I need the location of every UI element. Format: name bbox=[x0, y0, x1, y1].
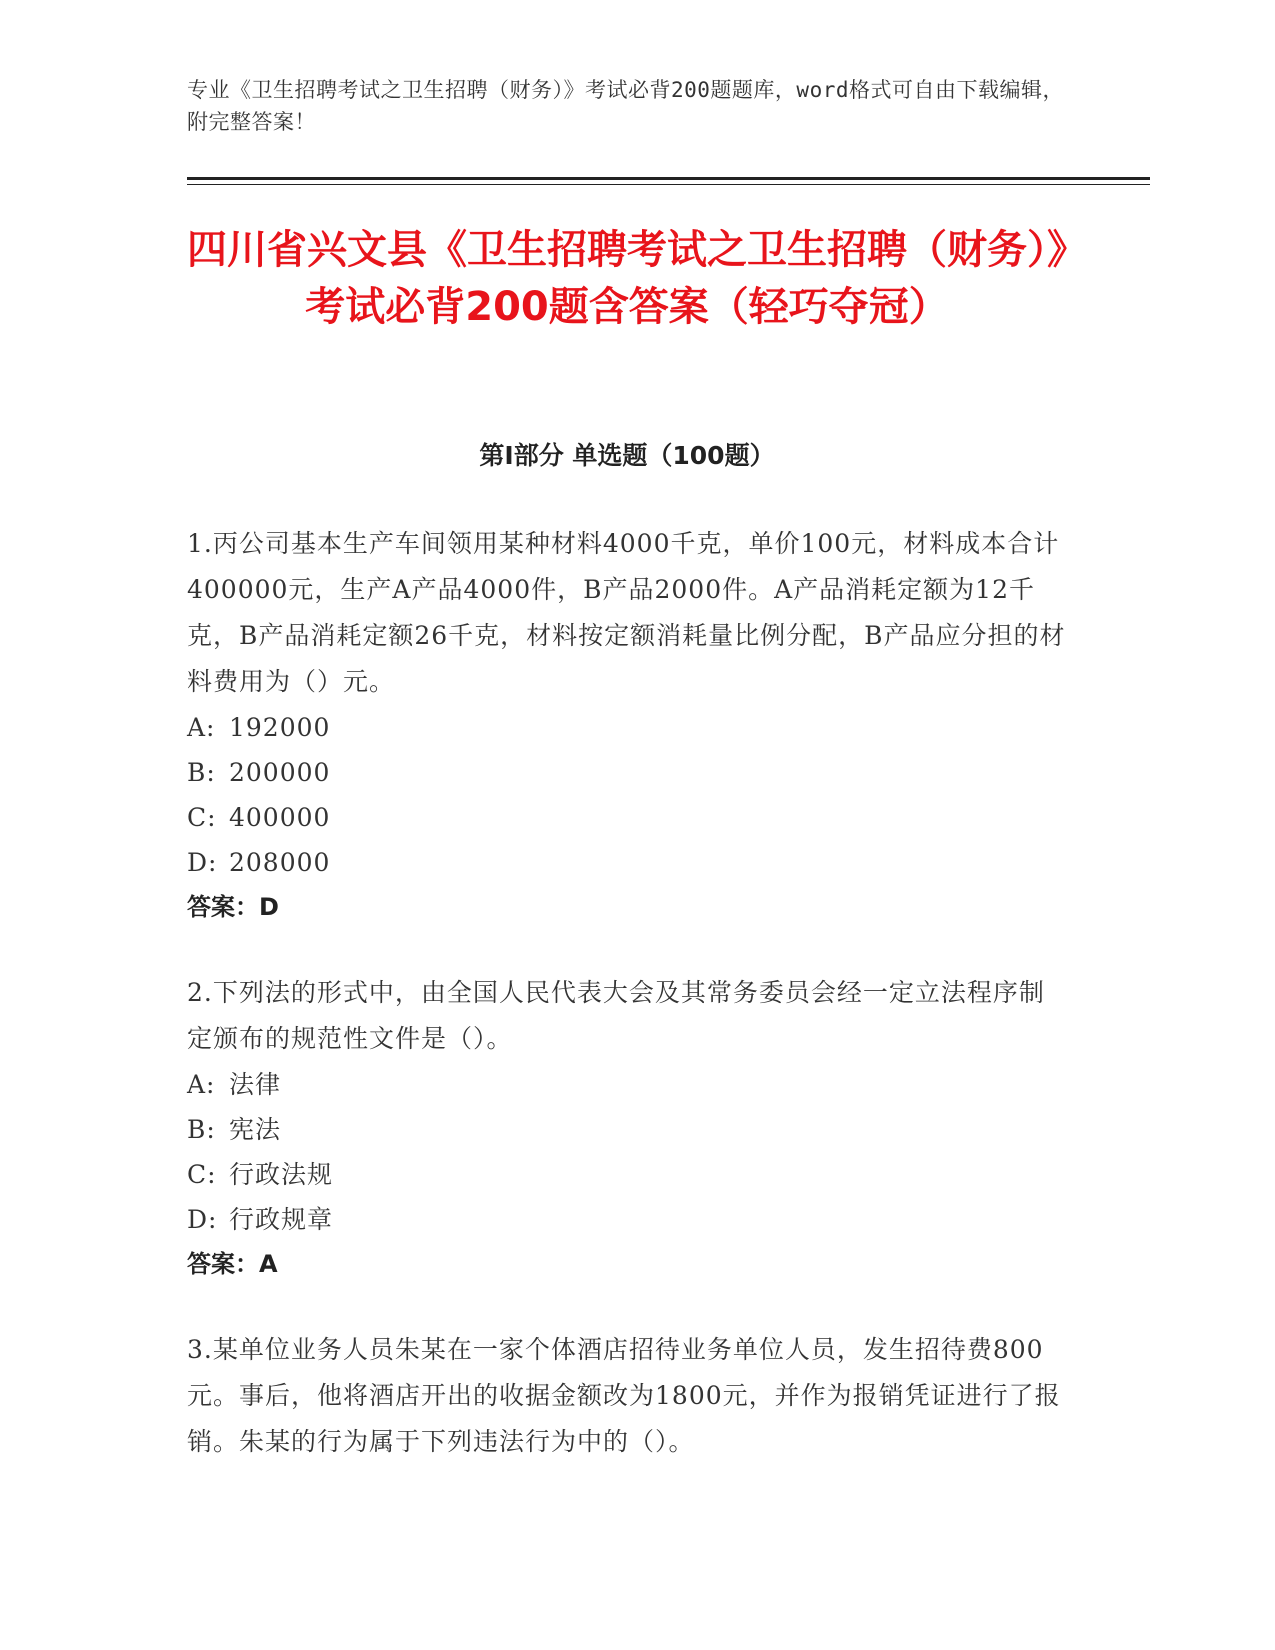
header-rule-thick bbox=[187, 177, 1150, 180]
option-b bbox=[187, 750, 1067, 795]
option-key: A: bbox=[187, 1070, 216, 1099]
option-key: C: bbox=[187, 1160, 217, 1189]
option-text: 法律 bbox=[229, 1070, 282, 1099]
question-2 bbox=[187, 970, 1067, 1287]
option-text: 宪法 bbox=[229, 1115, 282, 1144]
option-b bbox=[187, 1107, 1067, 1152]
header-note: 专业《卫生招聘考试之卫生招聘（财务）》考试必背200题题库，word格式可自由下载编辑，附完整答案！ bbox=[187, 78, 1064, 134]
question-stem: 2.下列法的形式中，由全国人民代表大会及其常务委员会经一定立法程序制定颁布的规范性文件是（）。 bbox=[187, 978, 1045, 1053]
option-d bbox=[187, 840, 1067, 885]
question-stem: 3.某单位业务人员朱某在一家个体酒店招待业务单位人员，发生招待费800元。事后，他将酒店开出的收据金额改为1800元，并作为报销凭证进行了报销。朱某的行为属于下列违法行为中的（）。 bbox=[187, 1335, 1061, 1456]
option-key: B: bbox=[187, 1115, 216, 1144]
option-text: 400000 bbox=[229, 803, 331, 832]
question-list bbox=[187, 521, 1067, 1505]
option-a bbox=[187, 1062, 1067, 1107]
question-3 bbox=[187, 1327, 1067, 1465]
option-text: 192000 bbox=[229, 713, 331, 742]
document-title: 四川省兴文县《卫生招聘考试之卫生招聘（财务）》考试必背200题含答案（轻巧夺冠） bbox=[187, 227, 1067, 330]
option-text: 200000 bbox=[229, 758, 331, 787]
answer-line: 答案：D bbox=[187, 893, 279, 921]
option-key: D: bbox=[187, 1205, 218, 1234]
question-stem: 1.丙公司基本生产车间领用某种材料4000千克，单价100元，材料成本合计400000元，生产A产品4000件，B产品2000件。A产品消耗定额为12千克，B产品消耗定额26千克，材料按定额消耗量比例分配，B产品应分担的材料费用为（）元。 bbox=[187, 529, 1066, 696]
option-key: D: bbox=[187, 848, 218, 877]
section-heading: 第I部分 单选题（100题） bbox=[479, 441, 775, 470]
option-key: B: bbox=[187, 758, 216, 787]
question-1 bbox=[187, 521, 1067, 930]
option-text: 行政法规 bbox=[229, 1160, 334, 1189]
option-key: A: bbox=[187, 713, 216, 742]
answer-line: 答案：A bbox=[187, 1250, 278, 1278]
option-d bbox=[187, 1197, 1067, 1242]
option-text: 行政规章 bbox=[229, 1205, 334, 1234]
option-c bbox=[187, 1152, 1067, 1197]
option-key: C: bbox=[187, 803, 217, 832]
option-text: 208000 bbox=[229, 848, 331, 877]
header-rule-thin bbox=[187, 184, 1150, 185]
option-c bbox=[187, 795, 1067, 840]
option-a bbox=[187, 705, 1067, 750]
